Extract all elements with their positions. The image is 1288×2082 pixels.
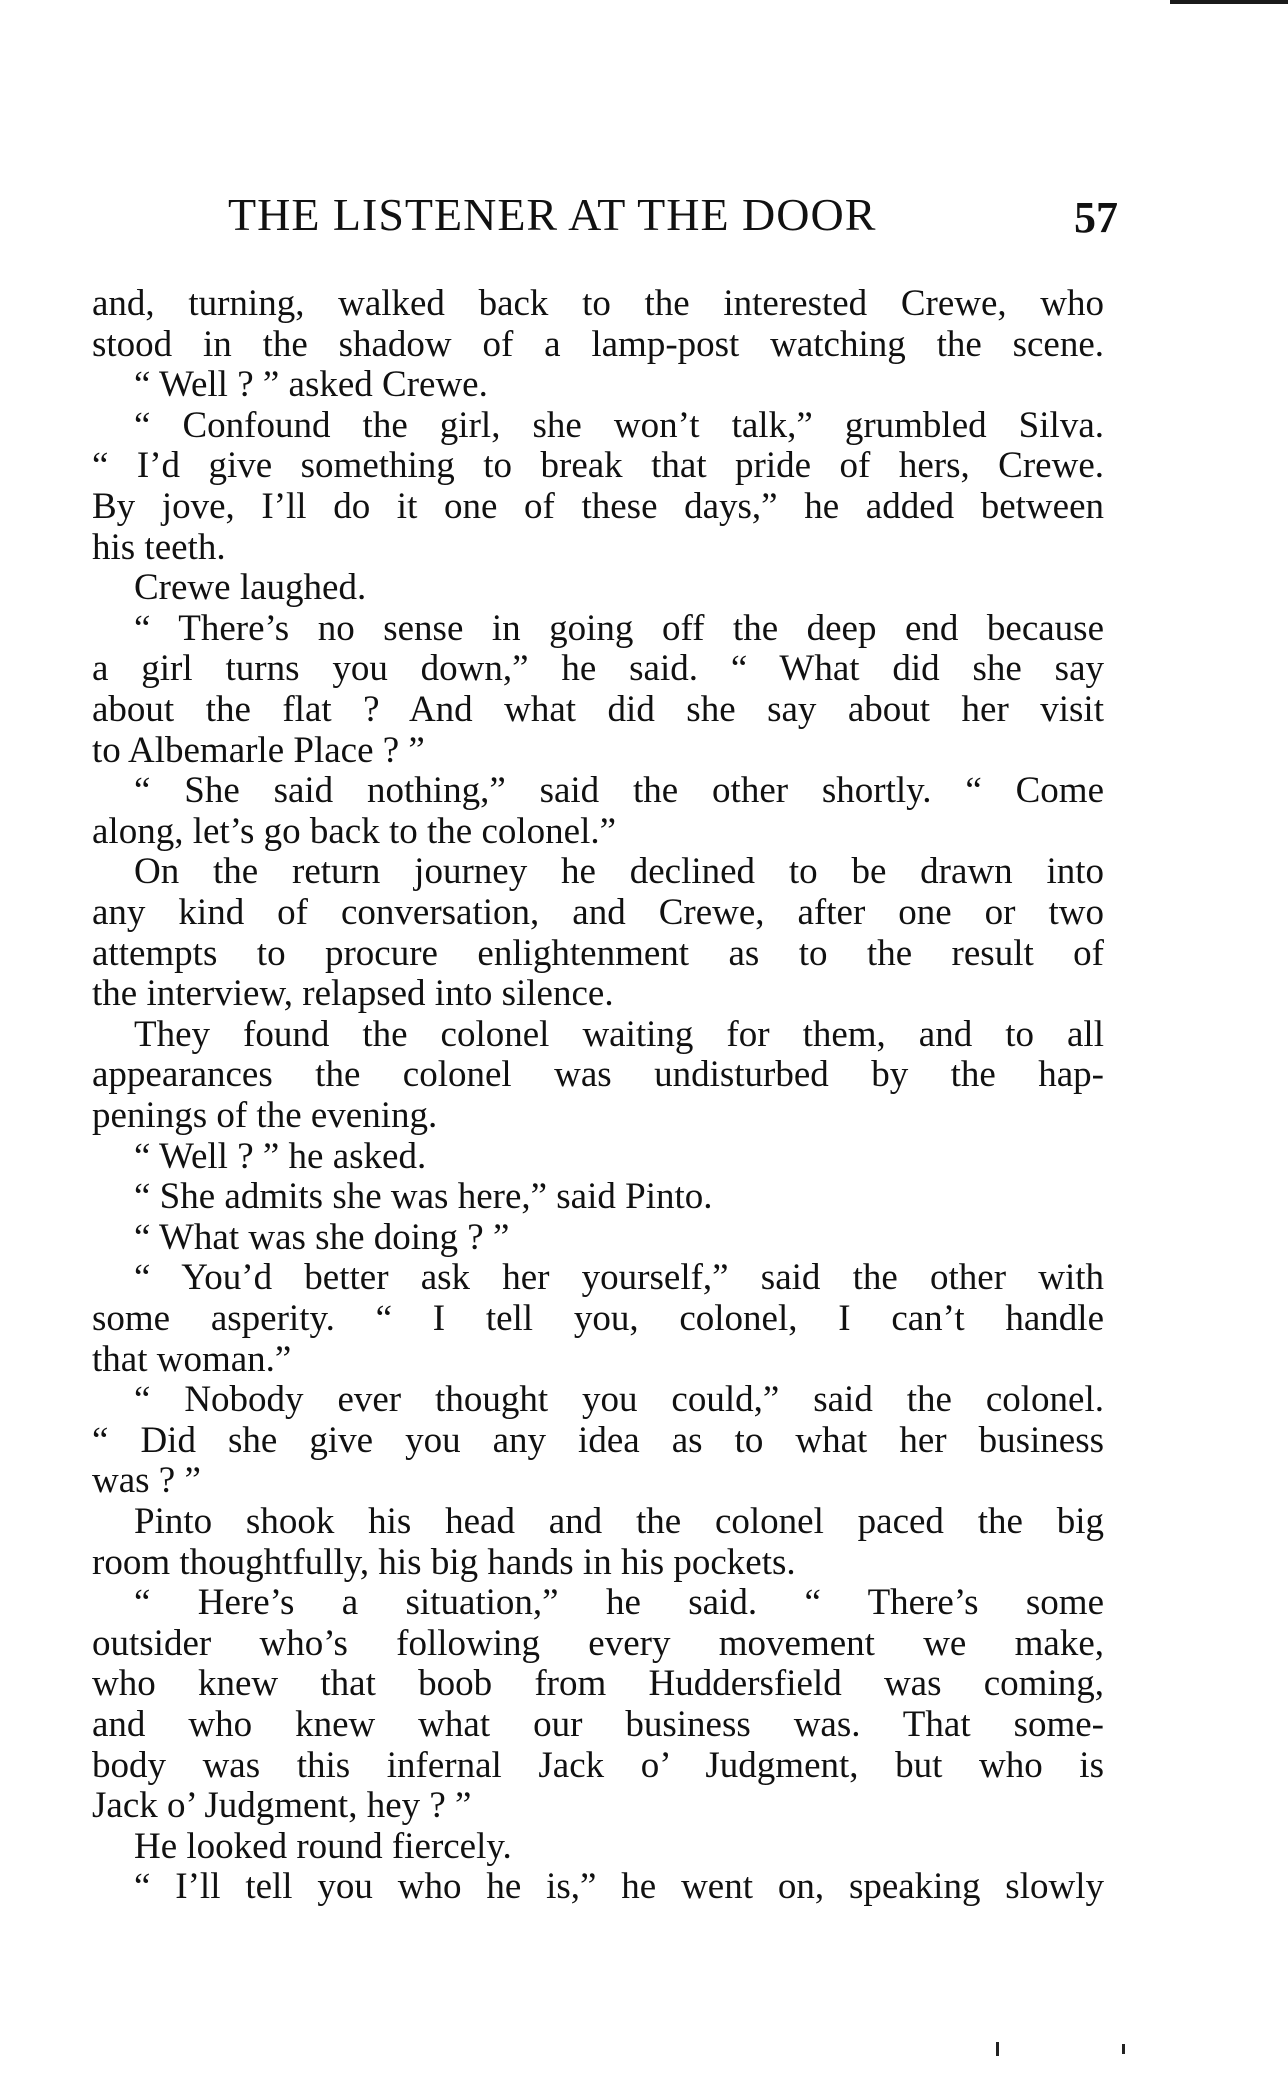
page-number: 57 [1074,193,1118,242]
text-line: Pinto shook his head and the colonel paced the big [134,1501,1104,1542]
text-line: “ Here’s a situation,” he said. “ There’s some [134,1582,1104,1624]
page-header [228,188,1118,248]
text-line: attempts to procure enlightenment as to the result of [92,932,1104,974]
text-line: and, turning, walked back to the interested Crewe, who [92,283,1104,324]
scan-specks [990,2036,1130,2066]
text-line: a girl turns you down,” he said. “ What did she say [92,648,1104,690]
text-line: about the flat ? And what did she say about her visit [92,689,1104,730]
scan-speck [1122,2044,1125,2054]
text-line: that woman.” [92,1338,292,1380]
text-line: outsider who’s following every movement we make, [92,1622,1104,1664]
text-line: body was this infernal Jack o’ Judgment, but who is [92,1744,1104,1786]
text-line: They found the colonel waiting for them, and to all [134,1013,1104,1055]
text-line: “ Did she give you any idea as to what her business [92,1419,1104,1461]
text-line: By jove, I’ll do it one of these days,” he added between [92,486,1104,527]
text-line: to Albemarle Place ? ” [92,729,425,771]
text-line: On the return journey he declined to be drawn into [134,851,1104,893]
scan-speck [996,2042,999,2056]
text-line: room thoughtfully, his big hands in his pockets. [92,1541,796,1583]
text-line: “ Confound the girl, she won’t talk,” grumbled Silva. [134,404,1104,446]
text-line: “ Well ? ” he asked. [134,1135,427,1177]
text-line: “ She admits she was here,” said Pinto. [134,1176,713,1218]
text-line: “ I’ll tell you who he is,” he went on, speaking slowly [134,1866,1104,1908]
text-line: penings of the evening. [92,1095,438,1136]
text-line: who knew that boob from Huddersfield was coming, [92,1663,1104,1705]
text-line: “ Nobody ever thought you could,” said the colonel. [134,1379,1104,1421]
text-line: was ? ” [92,1460,201,1502]
text-line: any kind of conversation, and Crewe, after one or two [92,892,1104,933]
top-edge-rule [1170,0,1288,4]
text-line: the interview, relapsed into silence. [92,973,614,1015]
text-line: some asperity. “ I tell you, colonel, I can’t handle [92,1298,1104,1339]
text-line: “ I’d give something to break that pride of hers, Crewe. [92,445,1104,487]
text-line: Jack o’ Judgment, hey ? ” [92,1785,472,1827]
text-line: and who knew what our business was. That some- [92,1704,1104,1745]
text-line: “ She said nothing,” said the other shortly. “ Come [134,770,1104,812]
text-line: his teeth. [92,526,226,568]
text-line: He looked round fiercely. [134,1825,512,1867]
text-line: along, let’s go back to the colonel.” [92,810,617,852]
text-line: “ What was she doing ? ” [134,1216,510,1258]
text-line: “ There’s no sense in going off the deep end because [134,607,1104,649]
text-line: stood in the shadow of a lamp-post watching the scene. [92,323,1104,365]
text-line: appearances the colonel was undisturbed by the hap- [92,1054,1104,1096]
text-line: Crewe laughed. [134,567,367,609]
text-line: “ You’d better ask her yourself,” said the other with [134,1257,1104,1299]
text-line: “ Well ? ” asked Crewe. [134,364,488,406]
running-head: THE LISTENER AT THE DOOR [228,189,877,240]
